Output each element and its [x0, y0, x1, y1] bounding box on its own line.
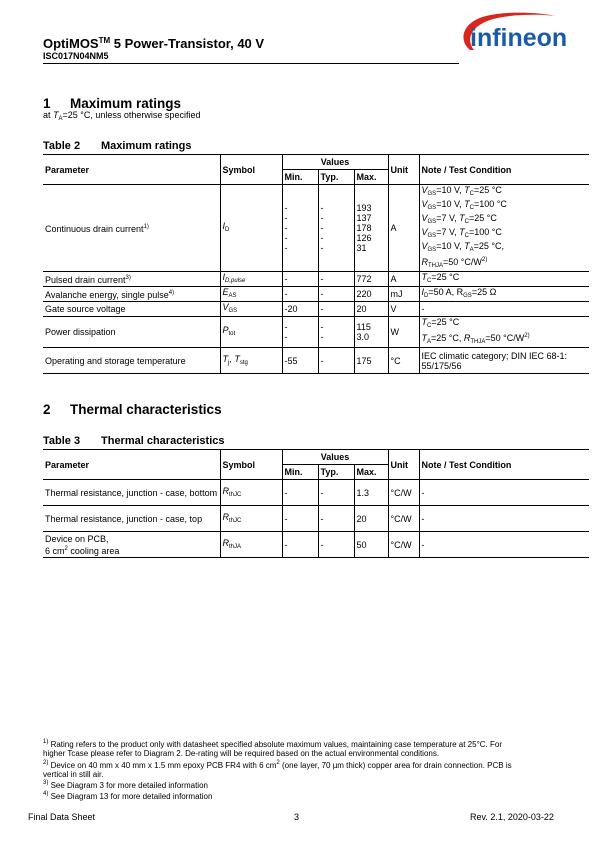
min-cell: - -: [282, 317, 318, 348]
col-header-note: Note / Test Condition: [419, 450, 589, 480]
note-cell: $T_C=25$ °C: [419, 272, 589, 287]
symbol-cell: $R_{thJA}$: [220, 532, 282, 558]
typ-cell: -: [318, 287, 354, 302]
col-header-values: Values: [282, 155, 388, 170]
note-cell: IEC climatic category; DIN IEC 68-1: 55/175/56: [419, 348, 589, 374]
footnote: $^{2)}$ Device on 40 mm x 40 mm x 1.5 mm epoxy PCB FR4 with 6 $cm^2$ (one layer, 70 µm thick) copper area for drain connection. PCB is vertical in still air.: [43, 759, 512, 779]
table-row: [43, 287, 589, 302]
thermal-characteristics-table: [43, 449, 589, 558]
header-divider: [43, 63, 459, 64]
symbol-cell: $V_{GS}$: [220, 302, 282, 317]
param-cell: Continuous drain current$^{1)}$: [43, 185, 220, 272]
param-cell: Thermal resistance, junction - case, bottom: [43, 480, 220, 506]
typ-cell: - -: [318, 317, 354, 348]
param-cell: Operating and storage temperature: [43, 348, 220, 374]
param-cell: Thermal resistance, junction - case, top: [43, 506, 220, 532]
max-cell: 50: [354, 532, 388, 558]
title-suffix: 5 Power-Transistor, 40 V: [110, 36, 265, 51]
param-cell: Avalanche energy, single pulse$^{4)}$: [43, 287, 220, 302]
symbol-cell: $I_{D,pulse}$: [220, 272, 282, 287]
table-row: [43, 272, 589, 287]
param-cell: Device on PCB, 6 $cm^2$ cooling area: [43, 532, 220, 558]
col-header-min: Min.: [282, 465, 318, 480]
footnote: $^{3)}$ See Diagram 3 for more detailed information: [43, 780, 208, 791]
footer-revision: Rev. 2.1, 2020-03-22: [470, 812, 554, 822]
unit-cell: V: [388, 302, 419, 317]
typ-cell: -: [318, 302, 354, 317]
col-header-parameter: Parameter: [43, 155, 220, 185]
min-cell: - - - - -: [282, 185, 318, 272]
min-cell: -20: [282, 302, 318, 317]
col-header-min: Min.: [282, 170, 318, 185]
note-cell: -: [419, 532, 589, 558]
note-cell: -: [419, 480, 589, 506]
typ-cell: -: [318, 272, 354, 287]
symbol-cell: $P_{tot}$: [220, 317, 282, 348]
max-cell: 20: [354, 506, 388, 532]
col-header-max: Max.: [354, 170, 388, 185]
note-cell: -: [419, 506, 589, 532]
col-header-typ: Typ.: [318, 465, 354, 480]
document-title: [43, 33, 264, 52]
table-3-title: Table 3 Thermal characteristics: [43, 435, 225, 447]
table-row: [43, 506, 589, 532]
col-header-note: Note / Test Condition: [419, 155, 589, 185]
col-header-parameter: Parameter: [43, 450, 220, 480]
col-header-symbol: Symbol: [220, 155, 282, 185]
part-number: ISC017N04NM5: [43, 51, 109, 61]
table-row: [43, 317, 589, 348]
symbol-cell: $R_{thJC}$: [220, 480, 282, 506]
note-cell: $V_{GS}=10$ V, $T_C=25$ °C $V_{GS}=10$ V, $T_C=100$ °C $V_{GS}=7$ V, $T_C=25$ °C $V_{GS}=7$ V, $T_C=100$ °C $V_{GS}=10$ V, $T_A=25$ °C, $R_{THJA}=50$ $^\circ C/W^{2)}$: [419, 185, 589, 272]
section-title: Maximum ratings: [70, 96, 182, 111]
unit-cell: A: [388, 185, 419, 272]
min-cell: -: [282, 480, 318, 506]
page-number: 3: [294, 812, 300, 822]
unit-cell: mJ: [388, 287, 419, 302]
min-cell: -: [282, 287, 318, 302]
section-1-heading: [43, 96, 181, 111]
table-row: [43, 480, 589, 506]
table-row: [43, 302, 589, 317]
col-header-max: Max.: [354, 465, 388, 480]
trademark-sup: TM: [98, 36, 111, 45]
typ-cell: - - - - -: [318, 185, 354, 272]
logo-text: infineon: [470, 24, 568, 52]
unit-cell: °C/W: [388, 506, 419, 532]
footnote: $^{4)}$ See Diagram 13 for more detailed information: [43, 791, 213, 802]
max-cell: 772: [354, 272, 388, 287]
section-2-heading: 2 Thermal characteristics: [43, 402, 222, 417]
infineon-logo: [456, 10, 581, 60]
unit-cell: °C: [388, 348, 419, 374]
unit-cell: A: [388, 272, 419, 287]
col-header-unit: Unit: [388, 450, 419, 480]
maximum-ratings-table: [43, 154, 589, 374]
symbol-cell: $R_{thJC}$: [220, 506, 282, 532]
min-cell: -55: [282, 348, 318, 374]
symbol-cell: $I_D$: [220, 185, 282, 272]
typ-cell: -: [318, 480, 354, 506]
table-row: [43, 185, 589, 272]
section-1-subtitle: at $T_A=25$ °C, unless otherwise specified: [43, 110, 201, 122]
table-row: [43, 532, 589, 558]
col-header-unit: Unit: [388, 155, 419, 185]
symbol-cell: $T_j$, $T_{stg}$: [220, 348, 282, 374]
param-cell: Power dissipation: [43, 317, 220, 348]
footnote: $^{1)}$ Rating refers to the product only with datasheet specified absolute maximum values, maintaining case temperature at 25°C. For higher Tcase please refer to Diagram 2. De-rating will be required based on the actual environmental conditions.: [43, 739, 502, 759]
footer-left: Final Data Sheet: [28, 812, 96, 822]
col-header-values: Values: [282, 450, 388, 465]
footnotes: [43, 738, 523, 802]
section-number: 1: [43, 96, 51, 111]
max-cell: 193 137 178 126 31: [354, 185, 388, 272]
note-cell: $I_D=50$ A, $R_{GS}=25$ Ω: [419, 287, 589, 302]
note-cell: -: [419, 302, 589, 317]
col-header-typ: Typ.: [318, 170, 354, 185]
unit-cell: W: [388, 317, 419, 348]
max-cell: 20: [354, 302, 388, 317]
max-cell: 115 3.0: [354, 317, 388, 348]
col-header-symbol: Symbol: [220, 450, 282, 480]
max-cell: 175: [354, 348, 388, 374]
max-cell: 1.3: [354, 480, 388, 506]
table-2-title: Table 2 Maximum ratings: [43, 140, 192, 152]
param-cell: Pulsed drain current$^{3)}$: [43, 272, 220, 287]
min-cell: -: [282, 506, 318, 532]
note-cell: $T_C=25$ °C $T_A=25$ °C, $R_{THJA}=50$ $^\circ C/W^{2)}$: [419, 317, 589, 348]
symbol-cell: $E_{AS}$: [220, 287, 282, 302]
min-cell: -: [282, 532, 318, 558]
typ-cell: -: [318, 506, 354, 532]
title-prefix: OptiMOS: [43, 36, 99, 51]
unit-cell: °C/W: [388, 532, 419, 558]
typ-cell: -: [318, 348, 354, 374]
min-cell: -: [282, 272, 318, 287]
table-row: [43, 348, 589, 374]
unit-cell: °C/W: [388, 480, 419, 506]
max-cell: 220: [354, 287, 388, 302]
param-cell: Gate source voltage: [43, 302, 220, 317]
typ-cell: -: [318, 532, 354, 558]
